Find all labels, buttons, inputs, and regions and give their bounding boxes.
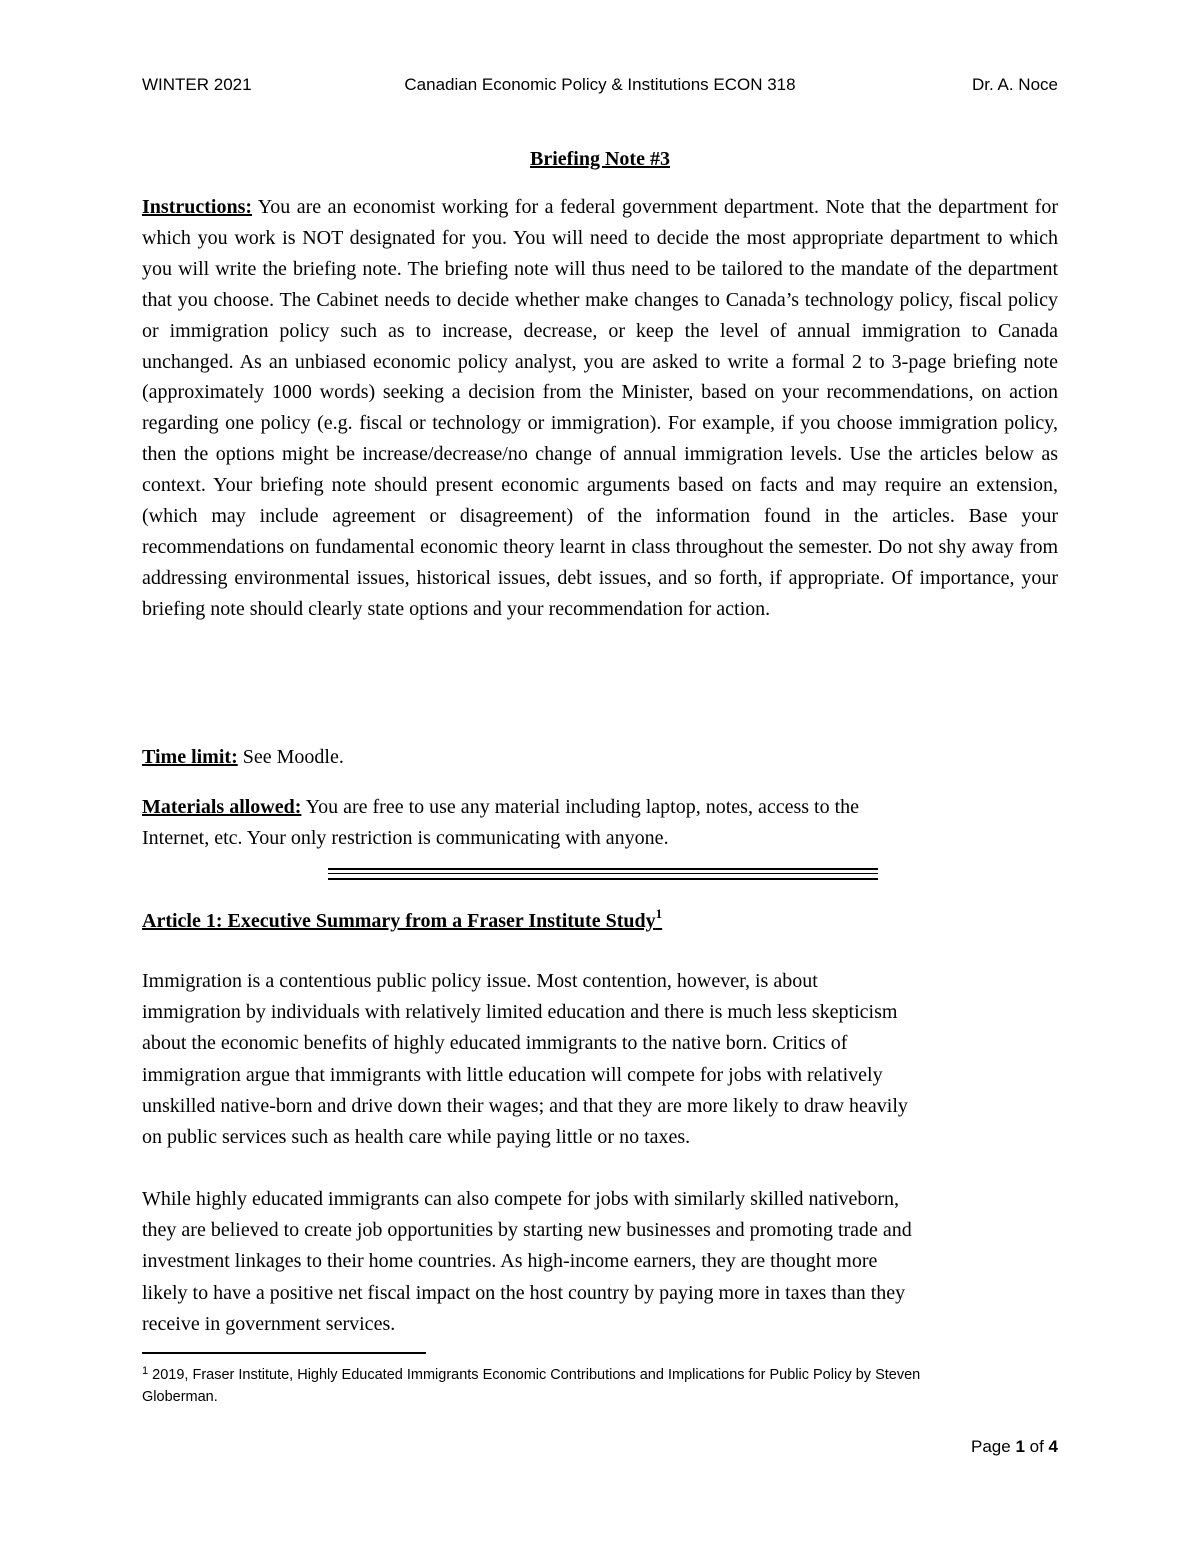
footnote-text-line1: 2019, Fraser Institute, Highly Educated Immigrants Economic Contributions and Implications for Public Policy by Steven xyxy=(148,1367,921,1383)
page-header xyxy=(142,72,1058,98)
article-paragraph-1 xyxy=(142,966,1058,1153)
header-instructor: Dr. A. Noce xyxy=(972,75,1058,94)
time-limit-paragraph xyxy=(142,742,1058,772)
header-course: Canadian Economic Policy & Institutions ECON 318 xyxy=(404,75,796,94)
page-current: 1 xyxy=(1015,1437,1025,1456)
article-line: on public services such as health care while paying little or no taxes. xyxy=(142,1126,691,1149)
time-limit-label: Time limit: xyxy=(142,746,238,768)
divider-midline xyxy=(328,873,878,874)
instructions-label: Instructions: xyxy=(142,196,253,218)
page-number xyxy=(971,1434,1058,1460)
article-paragraph-2 xyxy=(142,1184,1058,1340)
page-prefix: Page xyxy=(971,1437,1016,1456)
page-total: 4 xyxy=(1048,1437,1058,1456)
article-title-text: Article 1: Executive Summary from a Fraser Institute Study xyxy=(142,910,656,932)
article-line: While highly educated immigrants can also compete for jobs with similarly skilled nativeborn, xyxy=(142,1188,900,1210)
materials-text-line1: You are free to use any material including laptop, notes, access to the xyxy=(301,796,860,818)
instructions-paragraph xyxy=(142,192,1058,625)
materials-text-line2: Internet, etc. Your only restriction is communicating with anyone. xyxy=(142,826,669,849)
footnote-text-line2: Globerman. xyxy=(142,1389,218,1405)
article-line: receive in government services. xyxy=(142,1312,396,1335)
page-of: of xyxy=(1024,1437,1049,1456)
document-title: Briefing Note #3 xyxy=(530,148,670,170)
article-line: likely to have a positive net fiscal impact on the host country by paying more in taxes than they xyxy=(142,1281,906,1304)
instructions-text: You are an economist working for a federal government department. Note that the department for which you work is NOT designated for you. You will need to decide the most appropriate department to which you will write the briefing note. The briefing note will thus need to be tailored to the mandate of the department that you choose. The Cabinet needs to decide whether make changes to Canada’s technology policy, fiscal policy or immigration policy such as to increase, decrease, or keep the level of annual immigration to Canada unchanged. As an unbiased economic policy analyst, you are asked to write a formal 2 to 3-page briefing note (approximately 1000 words) seeking a decision from the Minister, based on your recommendations, on action regarding one policy (e.g. fiscal or technology or immigration). For example, if you choose immigration policy, then the options might be increase/decrease/no change of annual immigration levels. Use the articles below as context. Your briefing note should present economic arguments based on facts and may require an extension, (which may include agreement or disagreement) of the information found in the articles. Base your recommendations on fundamental economic theory learnt in class throughout the semester. Do not shy away from addressing environmental issues, historical issues, debt issues, and so forth, if appropriate. Of importance, your briefing note should clearly state options and your recommendation for action. xyxy=(142,196,1058,620)
footnote-reference[interactable]: 1 xyxy=(655,906,663,921)
time-limit-text: See Moodle. xyxy=(237,746,344,768)
header-term: WINTER 2021 xyxy=(142,75,252,94)
article-line: Immigration is a contentious public policy issue. Most contention, however, is about xyxy=(142,970,818,992)
article-line: about the economic benefits of highly educated immigrants to the native born. Critics of xyxy=(142,1032,848,1055)
article-line: they are believed to create job opportunities by starting new businesses and promoting trade and xyxy=(142,1219,912,1242)
footnote-separator xyxy=(142,1352,426,1354)
materials-paragraph xyxy=(142,792,1058,853)
article-line: investment linkages to their home countries. As high-income earners, they are thought more xyxy=(142,1250,878,1273)
section-divider xyxy=(328,868,878,880)
article-line: immigration argue that immigrants with little education will compete for jobs with relatively xyxy=(142,1063,883,1086)
article-title xyxy=(142,906,1058,936)
article-line: unskilled native-born and drive down their wages; and that they are more likely to draw heavily xyxy=(142,1094,908,1117)
footnote-mark: 1 xyxy=(142,1365,149,1377)
materials-label: Materials allowed: xyxy=(142,796,302,818)
footnote xyxy=(142,1364,1058,1408)
article-line: immigration by individuals with relatively limited education and there is much less skepticism xyxy=(142,1001,898,1024)
